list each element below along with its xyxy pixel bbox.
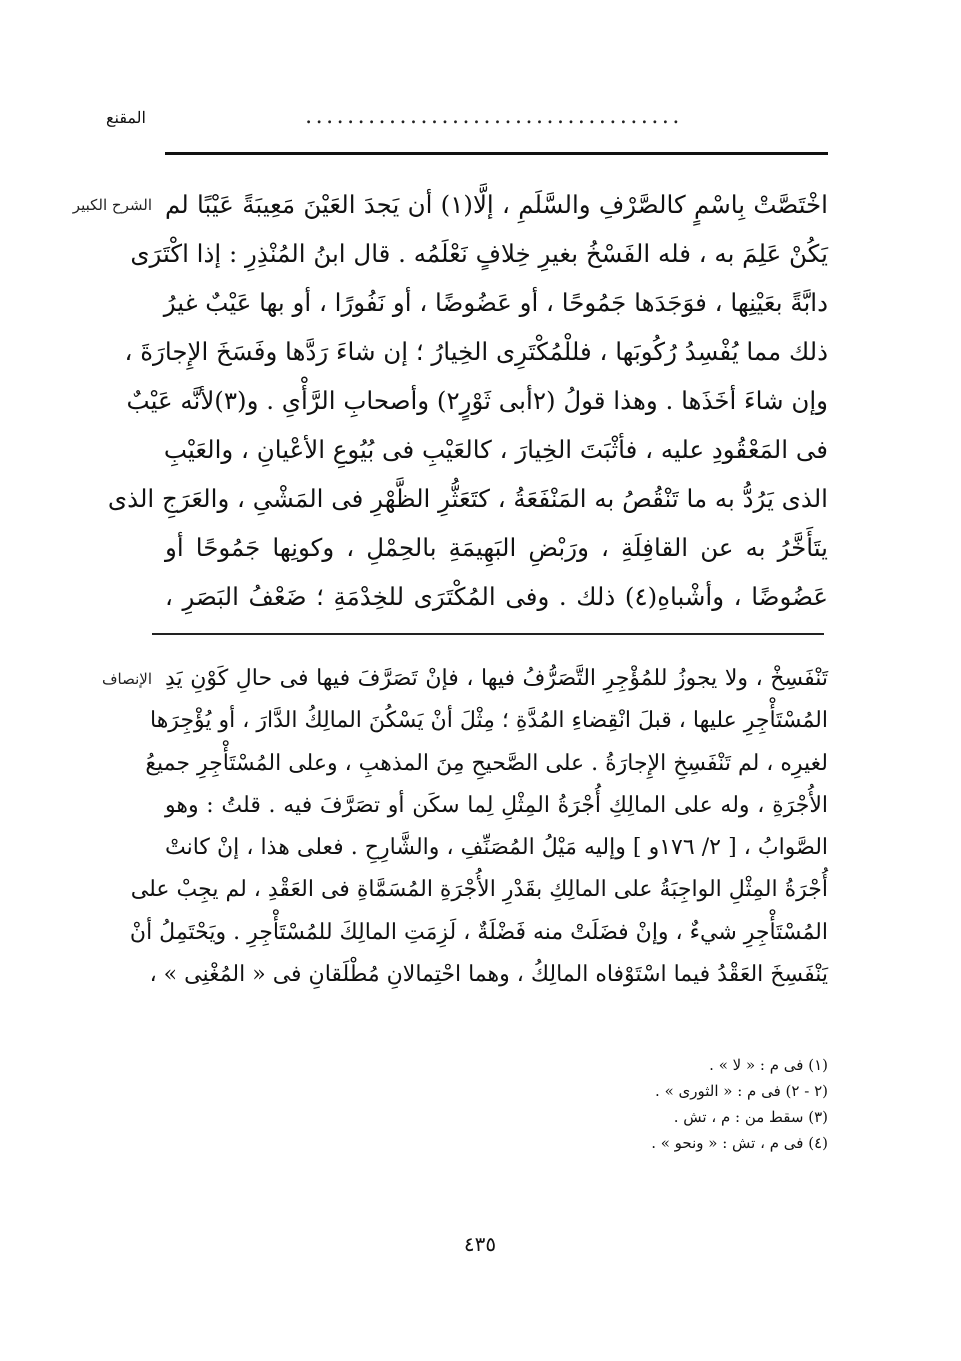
footnote: (٣) سقط من : م ، تش .	[673, 1108, 828, 1126]
running-header-title: المقنع	[105, 108, 146, 127]
insaf-line: لغيرِه ، لم تَنْفَسِخِ الإِجارَةُ . على الصَّحيحِ مِنَ المذهبِ ، وعلى المُسْتَأْجِرِ جميعُ	[145, 750, 828, 776]
footnote: (٤) فى م ، تش : « ونحو » .	[651, 1134, 828, 1152]
section-divider	[152, 633, 824, 635]
sharh-line: دابَّةً بعَيْنِها ، فوَجَدَها جَمُوحًا ، أو عَضُوضًا ، أو نَفُورًا ، أو بها عَيْبٌ غيرُ	[163, 288, 828, 317]
footnotes	[480, 1052, 828, 1156]
sharh-line: يَكُنْ عَلِمَ به ، فله الفَسْخُ بغيرِ خِلافٍ نَعْلَمُه . قال ابنُ المُنْذِرِ : إذا اكْتَرَى	[130, 239, 828, 268]
header-rule	[165, 152, 828, 155]
insaf-line: المُسْتَأْجِرِ عليها ، قبلَ انْقِضاءِ المُدَّةِ ؛ مِثْلَ أنْ يَسْكُنَ المالِكُ الدَّارَ ، أو يُؤْجِرَها	[150, 708, 828, 734]
side-label-sharh: الشرح الكبير	[72, 196, 152, 214]
sharh-line: وإن شاءَ أخَذَها . وهذا قولُ (٢أبى ثَوْرٍ٢) وأصحابِ الرَّأْىِ . و(٣)لأنَّه عَيْبٌ	[126, 386, 828, 415]
insaf-line: المُسْتَأْجِرِ شيءٌ ، وإنْ فضَلَتْ منه فَضْلَةٌ ، لَزِمَتِ المالِكَ للمُسْتَأْجِرِ . ويَحْتَمِلُ أنْ	[129, 919, 828, 945]
sharh-line: يتَأَخَّرُ به عن القافِلَةِ ، ورَبْضِ البَهِيمَةِ بالحِمْلِ ، وكونِها جَمُوحًا أو	[165, 533, 828, 562]
insaf-line: أُجْرَةُ المِثْلِ الواجِبَةُ على المالِكِ بقَدْرِ الأُجْرَةِ المُسَمَّاةِ فى العَقْدِ ، لم يجِبْ على	[130, 877, 828, 903]
header-dotted-leader: ....................................	[305, 104, 683, 129]
sharh-line: ذلك مما يُفْسِدُ رُكُوبَها ، فللْمُكْتَرِى الخِيارُ ؛ إن شاءَ رَدَّها وفَسَخَ الإِجارَةَ ،	[124, 337, 828, 366]
footnote: (٢ - ٢) فى م : « الثورى » .	[655, 1082, 828, 1100]
insaf-line: يَنْفَسِخَ العَقْدُ فيما اسْتَوْفاه المالِكُ ، وهما احْتِمالانِ مُطْلَقانِ فى « المُغْنِى » ،	[149, 962, 828, 988]
insaf-line: الصَّوابُ ، [ ٢/ ١٧٦و ] وإليه مَيْلُ المُصَنِّفِ ، والشَّارِحِ . فعلى هذا ، إنْ كانتْ	[165, 835, 829, 861]
sharh-line: عَضُوضًا ، وأشْباهِ(٤) ذلك . وفى المُكْتَرَى للخِدْمَةِ ؛ ضَعْفُ البَصَرِ ،	[165, 582, 828, 611]
side-label-insaf: الإنصاف	[101, 670, 152, 688]
insaf-line: تَنْفَسِخْ ، ولا يجوزُ للمُؤْجِرِ التَّصَرُّفُ فيها ، فإنْ تَصَرَّفَ فيها فى حالِ كَوْنِ يَدِ	[165, 666, 828, 691]
footnote: (١) فى م : « لا » .	[709, 1056, 828, 1074]
sharh-line: فى المَعْقُودِ عليه ، فأثْبَتَ الخِيارَ ، كالعَيْبِ فى بُيُوعِ الأعْيانِ ، والعَيْبِ	[163, 435, 828, 464]
sharh-line: الذى يَرُدُّ به ما تَنْقُصُ به المَنْفَعَةُ ، كتَعَثُّرِ الظَّهْرِ فى المَشْىِ ، والعَرَجِ الذى	[107, 484, 828, 513]
page-number: ٤٣٥	[463, 1232, 497, 1256]
insaf-line: الأُجْرَةِ ، وله على المالِكِ أُجْرَةُ المِثْلِ لِما سكَن أو تصَرَّفَ فيه . قلتُ : وهو	[165, 792, 828, 818]
insaf-text-block	[129, 658, 829, 996]
sharh-line: اخْتَصَّتْ بِاسْمٍ كالصَّرْفِ والسَّلَمِ ، إلَّا(١) أن يَجدَ العَيْنَ مَعِيبَةً عَيْبًا لم	[165, 190, 828, 219]
